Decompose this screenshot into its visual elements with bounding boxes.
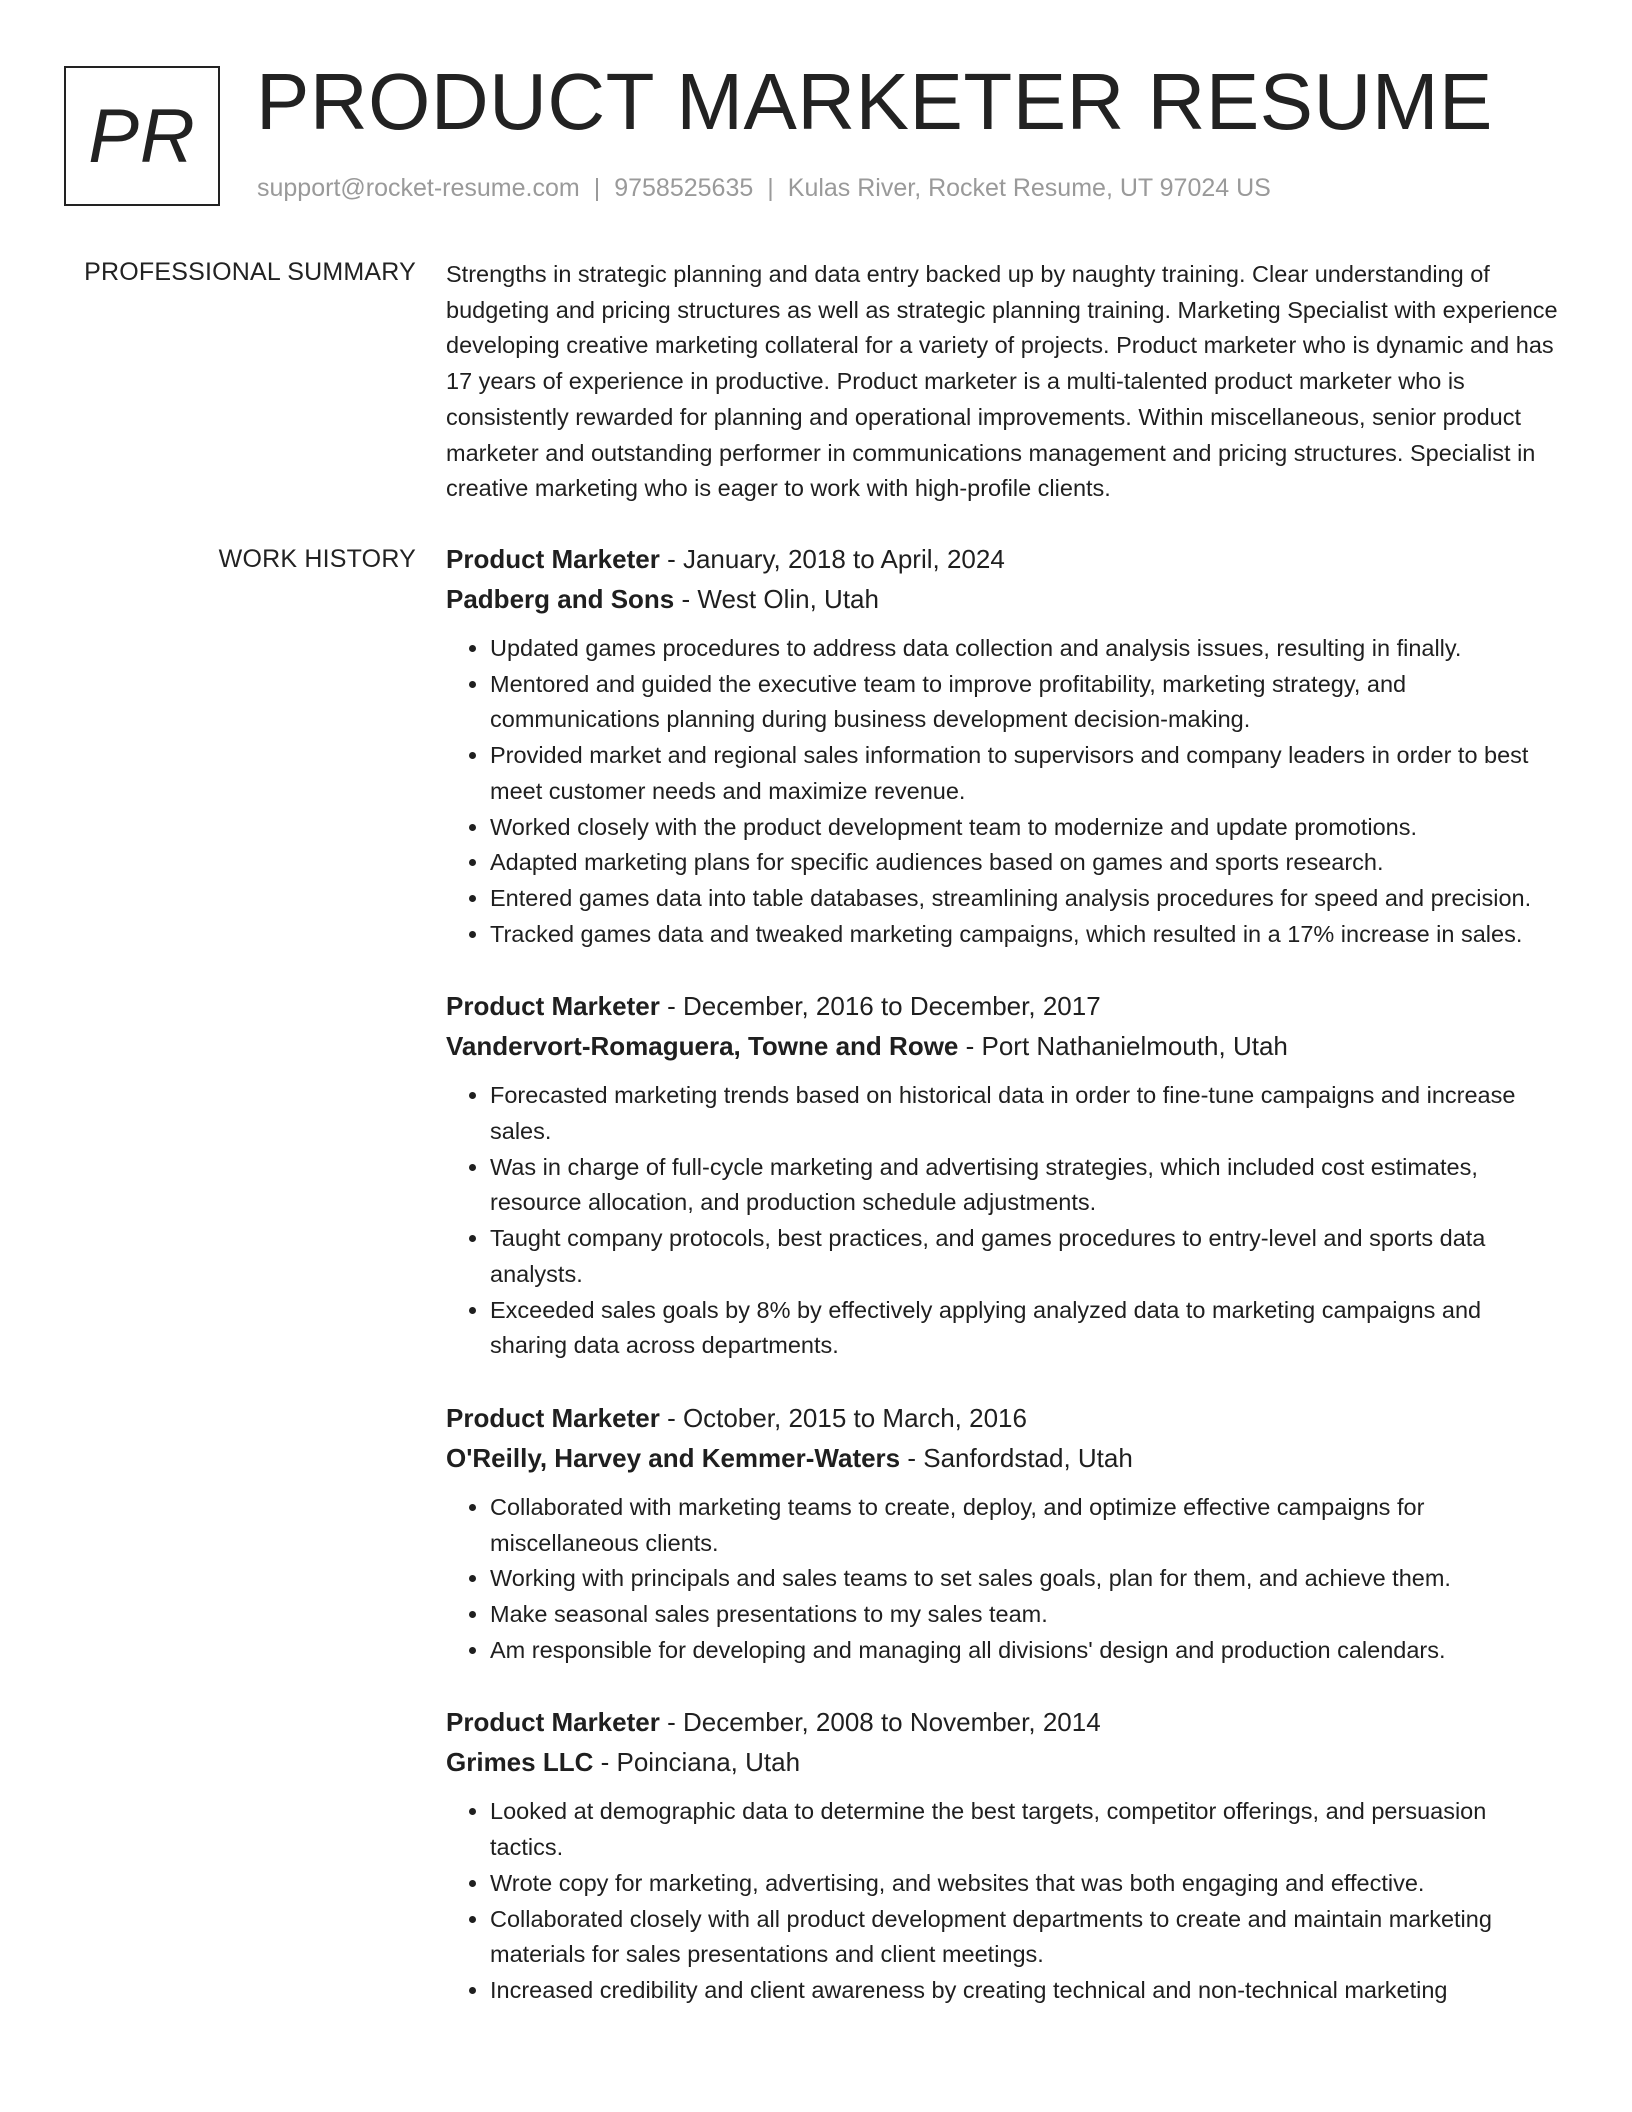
- job-title: Product Marketer: [446, 1402, 660, 1433]
- job-bullet: • Was in charge of full-cycle marketing and advertising strategies, which included cost estimates, resource allocation, and production schedule adjustments.: [490, 1150, 1561, 1221]
- job-bullet: • Entered games data into table databases, streamlining analysis procedures for speed and precision.: [490, 881, 1561, 917]
- job-dates: December, 2016 to December, 2017: [682, 991, 1101, 1022]
- job-bullet-list: [446, 631, 1561, 952]
- job-bullet: • Am responsible for developing and managing all divisions' design and production calendars.: [490, 1633, 1561, 1669]
- job-bullet: • Tracked games data and tweaked marketing campaigns, which resulted in a 17% increase in sales.: [490, 917, 1561, 953]
- contact-separator: |: [593, 174, 601, 202]
- job-location: Port Nathanielmouth, Utah: [981, 1031, 1288, 1062]
- job-bullet: • Looked at demographic data to determine the best targets, competitor offerings, and persuasion tactics.: [490, 1794, 1561, 1865]
- dash-separator: -: [958, 1031, 982, 1062]
- job-dates: October, 2015 to March, 2016: [682, 1402, 1027, 1433]
- job-title: Product Marketer: [446, 991, 660, 1022]
- work-history-section: [446, 539, 1561, 2043]
- dash-separator: -: [659, 991, 683, 1022]
- resume-header: [64, 57, 1564, 211]
- job-company: O'Reilly, Harvey and Kemmer-Waters: [446, 1442, 901, 1473]
- summary-section-label: PROFESSIONAL SUMMARY: [84, 258, 416, 286]
- job-company-line: [446, 579, 1561, 619]
- job-company: Padberg and Sons: [446, 584, 675, 614]
- job-title-line: [446, 1398, 1561, 1438]
- job-company: Vandervort-Romaguera, Towne and Rowe: [446, 1031, 959, 1062]
- job-company: Grimes LLC: [446, 1747, 594, 1778]
- job-bullet: • Collaborated closely with all product development departments to create and maintain marketing materials for sales presentations and client meetings.: [490, 1902, 1561, 1973]
- job-entry: [446, 539, 1561, 952]
- job-bullet: • Worked closely with the product development team to modernize and update promotions.: [490, 810, 1561, 846]
- job-entry: [446, 1398, 1561, 1669]
- job-title-line: [446, 1702, 1561, 1742]
- job-entry: [446, 986, 1561, 1364]
- job-location: West Olin, Utah: [697, 584, 879, 614]
- work-history-section-label: WORK HISTORY: [218, 545, 416, 573]
- dash-separator: -: [674, 584, 698, 614]
- job-bullet: • Mentored and guided the executive team to improve profitability, marketing strategy, and communications planning during business development decision-making.: [490, 667, 1561, 738]
- dash-separator: -: [593, 1747, 617, 1778]
- contact-email[interactable]: support@rocket-resume.com: [257, 174, 580, 202]
- summary-text: Strengths in strategic planning and data entry backed up by naughty training. Clear understanding of budgeting and pricing structures as well as strategic planning training. Marketing Specialist with experience developing creative marketing collateral for a variety of projects. Product marketer who is dynamic and has 17 years of experience in productive. Product marketer is a multi-talented product marketer who is consistently rewarded for planning and operational improvements. Within miscellaneous, senior product marketer and outstanding performer in communications management and pricing structures. Specialist in creative marketing who is eager to work with high-profile clients.: [446, 261, 1558, 502]
- job-location: Poinciana, Utah: [616, 1747, 801, 1778]
- job-bullet: • Working with principals and sales teams to set sales goals, plan for them, and achieve them.: [490, 1561, 1561, 1597]
- contact-line: [257, 174, 1271, 203]
- dash-separator: -: [659, 1402, 683, 1433]
- job-company-line: [446, 1438, 1561, 1478]
- contact-separator: |: [767, 174, 774, 202]
- job-dates: December, 2008 to November, 2014: [682, 1707, 1101, 1738]
- job-bullet: • Make seasonal sales presentations to my sales team.: [490, 1597, 1561, 1633]
- contact-address: Kulas River, Rocket Resume, UT 97024 US: [787, 174, 1271, 202]
- job-dates: January, 2018 to April, 2024: [682, 544, 1005, 574]
- job-title: Product Marketer: [446, 1707, 660, 1738]
- job-entry: [446, 1702, 1561, 2008]
- job-bullet: • Exceeded sales goals by 8% by effectively applying analyzed data to marketing campaigns and sharing data across departments.: [490, 1293, 1561, 1364]
- page-title: PRODUCT MARKETER RESUME: [256, 57, 1493, 146]
- job-bullet: • Updated games procedures to address data collection and analysis issues, resulting in finally.: [490, 631, 1561, 667]
- job-bullet: • Adapted marketing plans for specific audiences based on games and sports research.: [490, 845, 1561, 881]
- job-bullet: • Taught company protocols, best practices, and games procedures to entry-level and sports data analysts.: [490, 1221, 1561, 1292]
- monogram-logo: PR: [64, 66, 220, 206]
- job-title-line: [446, 539, 1561, 579]
- job-title-line: [446, 986, 1561, 1026]
- job-company-line: [446, 1742, 1561, 1782]
- job-bullet: • Wrote copy for marketing, advertising, and websites that was both engaging and effective.: [490, 1866, 1561, 1902]
- job-title: Product Marketer: [446, 544, 660, 574]
- dash-separator: -: [900, 1442, 924, 1473]
- job-location: Sanfordstad, Utah: [923, 1442, 1133, 1473]
- contact-phone[interactable]: 9758525635: [614, 174, 754, 202]
- job-bullet: • Provided market and regional sales information to supervisors and company leaders in order to best meet customer needs and maximize revenue.: [490, 738, 1561, 809]
- job-bullet-list: [446, 1490, 1561, 1669]
- job-bullet-list: [446, 1078, 1561, 1364]
- dash-separator: -: [659, 544, 683, 574]
- job-bullet: • Collaborated with marketing teams to create, deploy, and optimize effective campaigns for miscellaneous clients.: [490, 1490, 1561, 1561]
- job-bullet: • Increased credibility and client awareness by creating technical and non-technical marketing: [490, 1973, 1561, 2009]
- job-bullet: • Forecasted marketing trends based on historical data in order to fine-tune campaigns and increase sales.: [490, 1078, 1561, 1149]
- job-company-line: [446, 1026, 1561, 1066]
- dash-separator: -: [659, 1707, 683, 1738]
- job-bullet-list: [446, 1794, 1561, 2008]
- summary-section: [446, 257, 1561, 507]
